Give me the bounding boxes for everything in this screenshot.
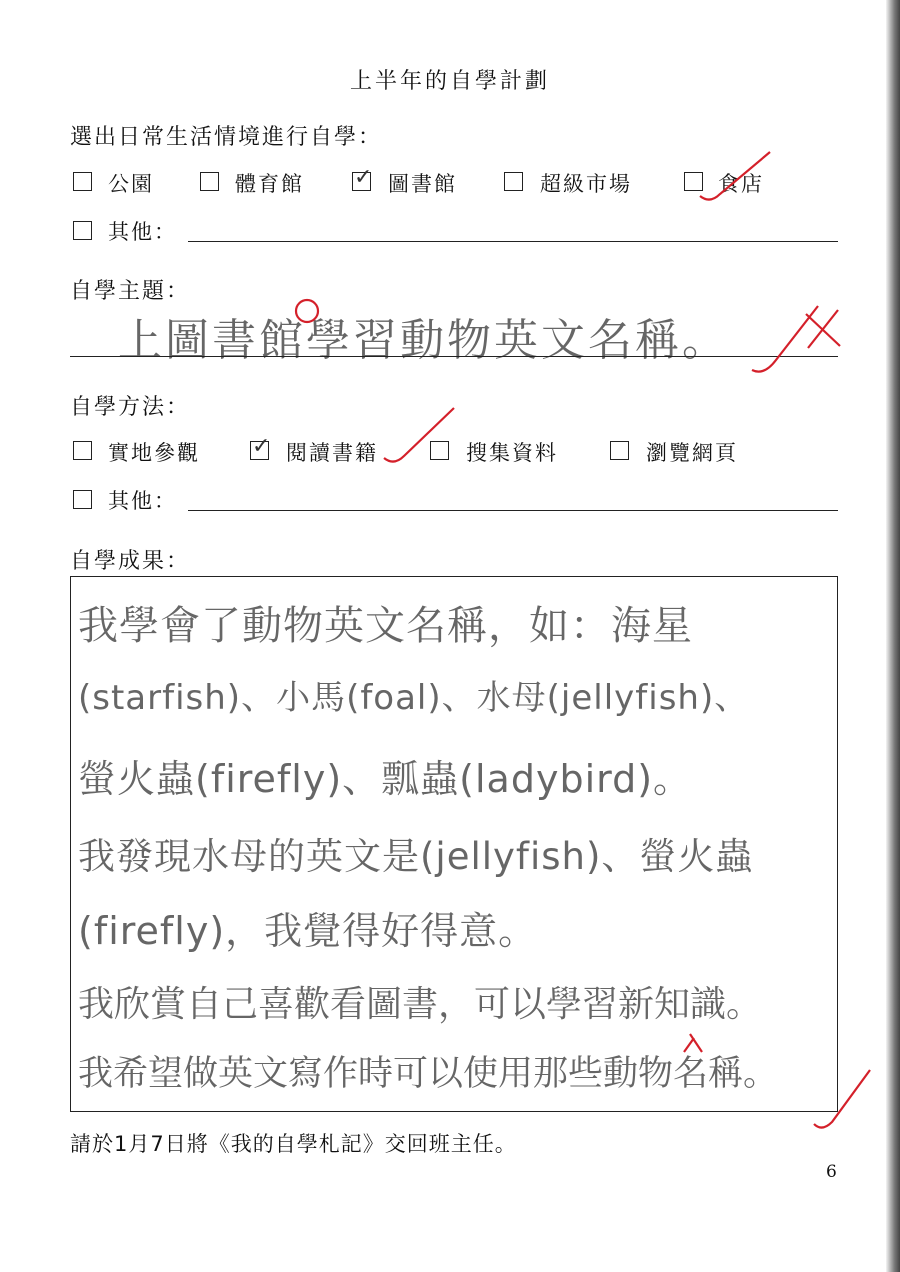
checkbox-situation-1[interactable] xyxy=(200,172,219,191)
topic-answer-line xyxy=(70,356,838,357)
option-situation-0: 公園 xyxy=(108,172,154,196)
option-situation-1: 體育館 xyxy=(235,172,304,196)
red-check-mark-icon xyxy=(376,400,466,470)
checkbox-method-other[interactable] xyxy=(73,490,92,509)
checkbox-method-0[interactable] xyxy=(73,441,92,460)
footer-note: 請於1月7日將《我的自學札記》交回班主任。 xyxy=(70,1132,517,1156)
page-binding-edge xyxy=(886,0,900,1272)
red-check-mark-icon xyxy=(808,1060,878,1140)
result-line-3: 螢火蟲(firefly)、瓢蟲(ladybird)。 xyxy=(78,757,693,801)
result-heading: 自學成果： xyxy=(70,549,191,574)
result-line-6: 我欣賞自己喜歡看圖書，可以學習新知識。 xyxy=(78,984,763,1025)
result-line-7: 我希望做英文寫作時可以使用那些動物名稱。 xyxy=(78,1054,779,1094)
method-other-line xyxy=(188,510,838,511)
red-tick-mark-icon xyxy=(680,1030,710,1060)
checkmark-icon: ✓ xyxy=(252,434,271,459)
checkmark-icon: ✓ xyxy=(354,165,373,190)
result-line-1: 我學會了動物英文名稱，如：海星 xyxy=(78,603,693,649)
option-situation-2: 圖書館 xyxy=(388,172,457,196)
option-method-1: 閱讀書籍 xyxy=(286,441,378,465)
option-situation-3: 超級市場 xyxy=(540,172,632,196)
page-title: 上半年的自學計劃 xyxy=(349,69,550,94)
method-other-label: 其他： xyxy=(108,489,177,513)
topic-answer: 上圖書館學習動物英文名稱。 xyxy=(118,315,729,366)
red-cross-check-icon xyxy=(746,290,856,380)
checkbox-situation-0[interactable] xyxy=(73,172,92,191)
situation-other-label: 其他： xyxy=(108,220,177,244)
option-method-2: 搜集資料 xyxy=(466,441,558,465)
result-line-5: (firefly)，我覺得好得意。 xyxy=(78,909,538,953)
red-check-mark-icon xyxy=(690,146,780,216)
checkbox-situation-2[interactable] xyxy=(352,165,373,191)
option-method-3: 瀏覽網頁 xyxy=(646,441,738,465)
checkbox-situation-3[interactable] xyxy=(504,172,523,191)
option-situation-4: 食店 xyxy=(718,172,764,196)
topic-heading: 自學主題： xyxy=(70,279,191,304)
page-number: 6 xyxy=(826,1162,837,1182)
result-line-2: (starfish)、小馬(foal)、水母(jellyfish)、 xyxy=(78,678,750,718)
checkbox-situation-other[interactable] xyxy=(73,221,92,240)
option-method-0: 實地參觀 xyxy=(108,441,200,465)
checkbox-method-3[interactable] xyxy=(610,441,629,460)
situation-other-line xyxy=(188,241,838,242)
checkbox-method-1[interactable] xyxy=(250,434,271,460)
method-heading: 自學方法： xyxy=(70,395,191,420)
situation-heading: 選出日常生活情境進行自學： xyxy=(70,125,383,150)
result-line-4: 我發現水母的英文是(jellyfish)、螢火蟲 xyxy=(78,835,754,878)
red-circle-mark-icon xyxy=(292,296,322,326)
